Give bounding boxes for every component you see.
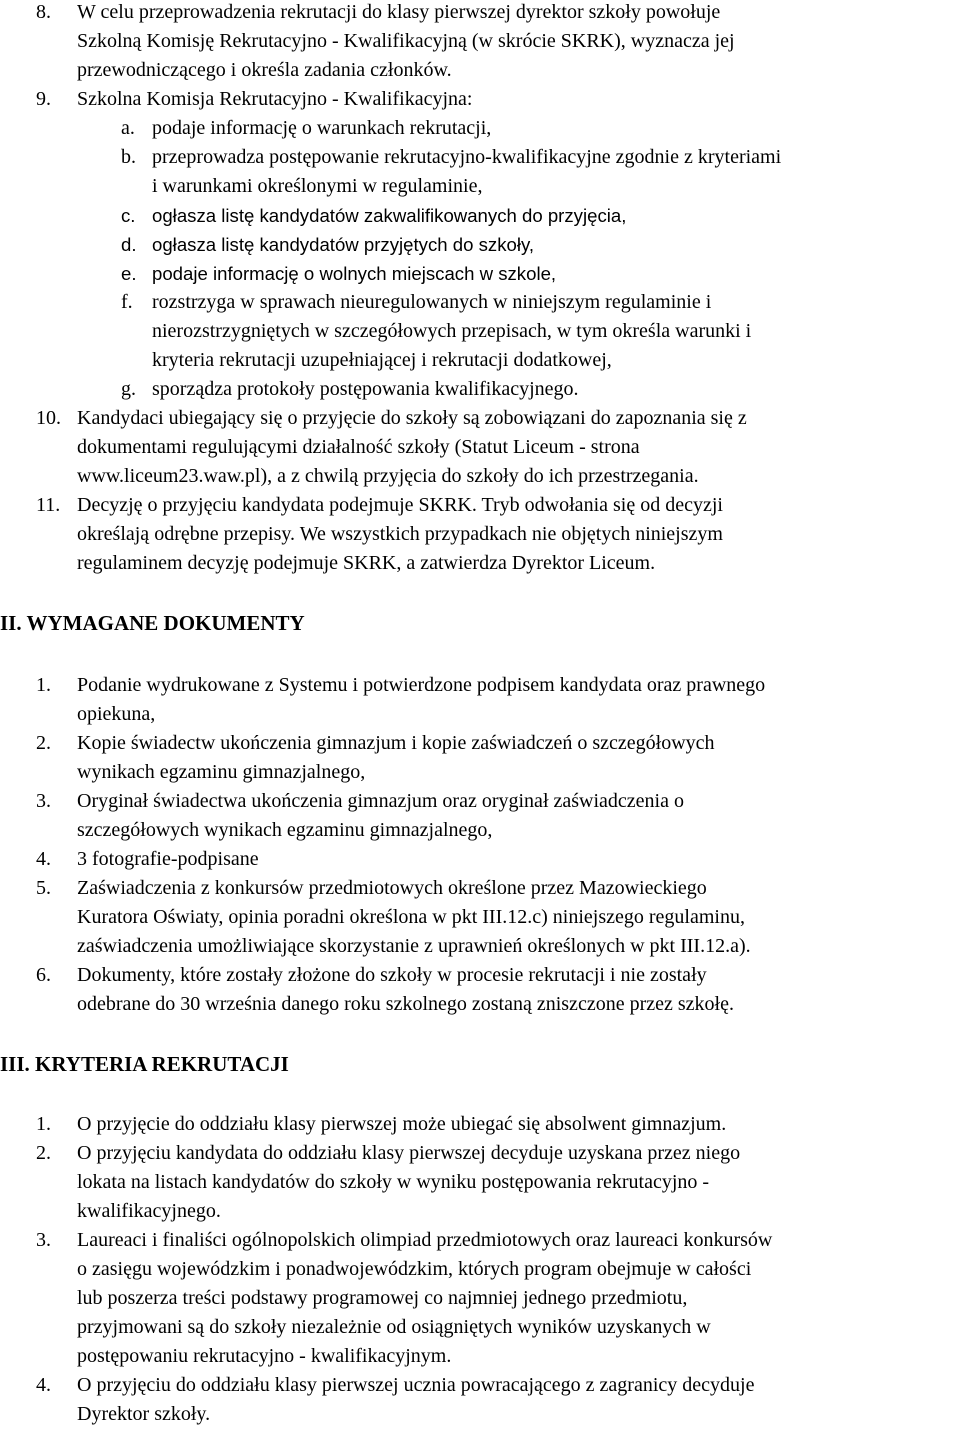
text-line: Laureaci i finaliści ogólnopolskich olimpiad przedmiotowych oraz laureaci konkursów	[77, 1229, 773, 1251]
text-line: Podanie wydrukowane z Systemu i potwierdzone podpisem kandydata oraz prawnego	[77, 674, 766, 696]
list-number: 10.	[36, 407, 61, 429]
list-number: 3.	[36, 1229, 51, 1251]
text-line: przyjmowani są do szkoły niezależnie od osiągniętych wyników uzyskanych w	[77, 1316, 711, 1338]
text-line: postępowaniu rekrutacyjno - kwalifikacyjnym.	[77, 1345, 452, 1367]
text-line: kryteria rekrutacji uzupełniającej i rekrutacji dodatkowej,	[152, 349, 612, 371]
list-number: 11.	[36, 494, 61, 516]
list-letter: e.	[121, 263, 137, 284]
list-letter: b.	[121, 146, 136, 168]
text-line: regulaminem decyzję podejmuje SKRK, a zatwierdza Dyrektor Liceum.	[77, 552, 656, 574]
text-line: Kandydaci ubiegający się o przyjęcie do szkoły są zobowiązani do zapoznania się z	[77, 407, 747, 429]
text-line: przeprowadza postępowanie rekrutacyjno-kwalifikacyjne zgodnie z kryteriami	[152, 146, 782, 168]
list-number: 1.	[36, 674, 51, 696]
text-line: opiekuna,	[77, 703, 156, 725]
text-line: O przyjęcie do oddziału klasy pierwszej może ubiegać się absolwent gimnazjum.	[77, 1113, 727, 1135]
list-number: 3.	[36, 790, 51, 812]
text-line: określają odrębne przepisy. We wszystkich przypadkach nie objętych niniejszym	[77, 523, 723, 545]
list-letter: f.	[121, 291, 133, 313]
text-line: Kuratora Oświaty, opinia poradni określona w pkt III.12.c) niniejszego regulaminu,	[77, 906, 745, 928]
text-line: sporządza protokoły postępowania kwalifikacyjnego.	[152, 378, 579, 400]
list-number: 9.	[36, 88, 51, 110]
text-line: rozstrzyga w sprawach nieuregulowanych w niniejszym regulaminie i	[152, 291, 712, 313]
section-heading: III. KRYTERIA REKRUTACJI	[0, 1052, 289, 1076]
text-line: Dyrektor szkoły.	[77, 1403, 211, 1425]
list-letter: d.	[121, 234, 137, 255]
list-number: 5.	[36, 877, 51, 899]
text-line: Zaświadczenia z konkursów przedmiotowych określone przez Mazowieckiego	[77, 877, 707, 899]
text-line: lokata na listach kandydatów do szkoły w wyniku postępowania rekrutacyjno -	[77, 1171, 710, 1193]
text-line: www.liceum23.waw.pl), a z chwilą przyjęcia do szkoły do ich przestrzegania.	[77, 465, 699, 487]
list-number: 8.	[36, 1, 51, 23]
list-number: 1.	[36, 1113, 51, 1135]
list-number: 4.	[36, 1374, 51, 1396]
list-number: 6.	[36, 964, 51, 986]
text-line: nierozstrzygniętych w szczegółowych przepisach, w tym określa warunki i	[152, 320, 752, 342]
text-line: Oryginał świadectwa ukończenia gimnazjum oraz oryginał zaświadczenia o	[77, 790, 684, 812]
text-line: O przyjęciu do oddziału klasy pierwszej ucznia powracającego z zagranicy decyduje	[77, 1374, 755, 1396]
text-line: odebrane do 30 września danego roku szkolnego zostaną zniszczone przez szkołę.	[77, 993, 734, 1015]
text-line: szczegółowych wynikach egzaminu gimnazjalnego,	[77, 819, 493, 841]
text-line: 3 fotografie-podpisane	[77, 848, 259, 870]
text-line: o zasięgu wojewódzkim i ponadwojewódzkim, których program obejmuje w całości	[77, 1258, 752, 1280]
text-line: podaje informację o wolnych miejscach w szkole,	[152, 263, 557, 284]
list-number: 4.	[36, 848, 51, 870]
text-line: przewodniczącego i określa zadania członków.	[77, 59, 452, 81]
text-line: Kopie świadectw ukończenia gimnazjum i kopie zaświadczeń o szczegółowych	[77, 732, 715, 754]
list-letter: g.	[121, 378, 136, 400]
list-number: 2.	[36, 1142, 51, 1164]
list-letter: c.	[121, 205, 136, 226]
text-line: Decyzję o przyjęciu kandydata podejmuje SKRK. Tryb odwołania się od decyzji	[77, 494, 723, 516]
text-line: dokumentami regulującymi działalność szkoły (Statut Liceum - strona	[77, 436, 640, 458]
section-heading: II. WYMAGANE DOKUMENTY	[0, 611, 305, 635]
list-number: 2.	[36, 732, 51, 754]
text-line: O przyjęciu kandydata do oddziału klasy pierwszej decyduje uzyskana przez niego	[77, 1142, 741, 1164]
text-line: i warunkami określonymi w regulaminie,	[152, 175, 483, 197]
list-letter: a.	[121, 117, 135, 139]
text-line: lub poszerza treści podstawy programowej co najmniej jednego przedmiotu,	[77, 1287, 688, 1309]
text-line: Szkolną Komisję Rekrutacyjno - Kwalifikacyjną (w skrócie SKRK), wyznacza jej	[77, 30, 735, 52]
text-line: wynikach egzaminu gimnazjalnego,	[77, 761, 366, 783]
text-line: ogłasza listę kandydatów zakwalifikowanych do przyjęcia,	[152, 205, 627, 226]
text-line: W celu przeprowadzenia rekrutacji do klasy pierwszej dyrektor szkoły powołuje	[77, 1, 721, 23]
text-line: ogłasza listę kandydatów przyjętych do szkoły,	[152, 234, 535, 255]
text-line: podaje informację o warunkach rekrutacji,	[152, 117, 492, 139]
text-line: zaświadczenia umożliwiające skorzystanie z uprawnień określonych w pkt III.12.a).	[77, 935, 751, 957]
text-line: kwalifikacyjnego.	[77, 1200, 221, 1222]
text-line: Szkolna Komisja Rekrutacyjno - Kwalifikacyjna:	[77, 88, 473, 110]
text-line: Dokumenty, które zostały złożone do szkoły w procesie rekrutacji i nie zostały	[77, 964, 707, 986]
